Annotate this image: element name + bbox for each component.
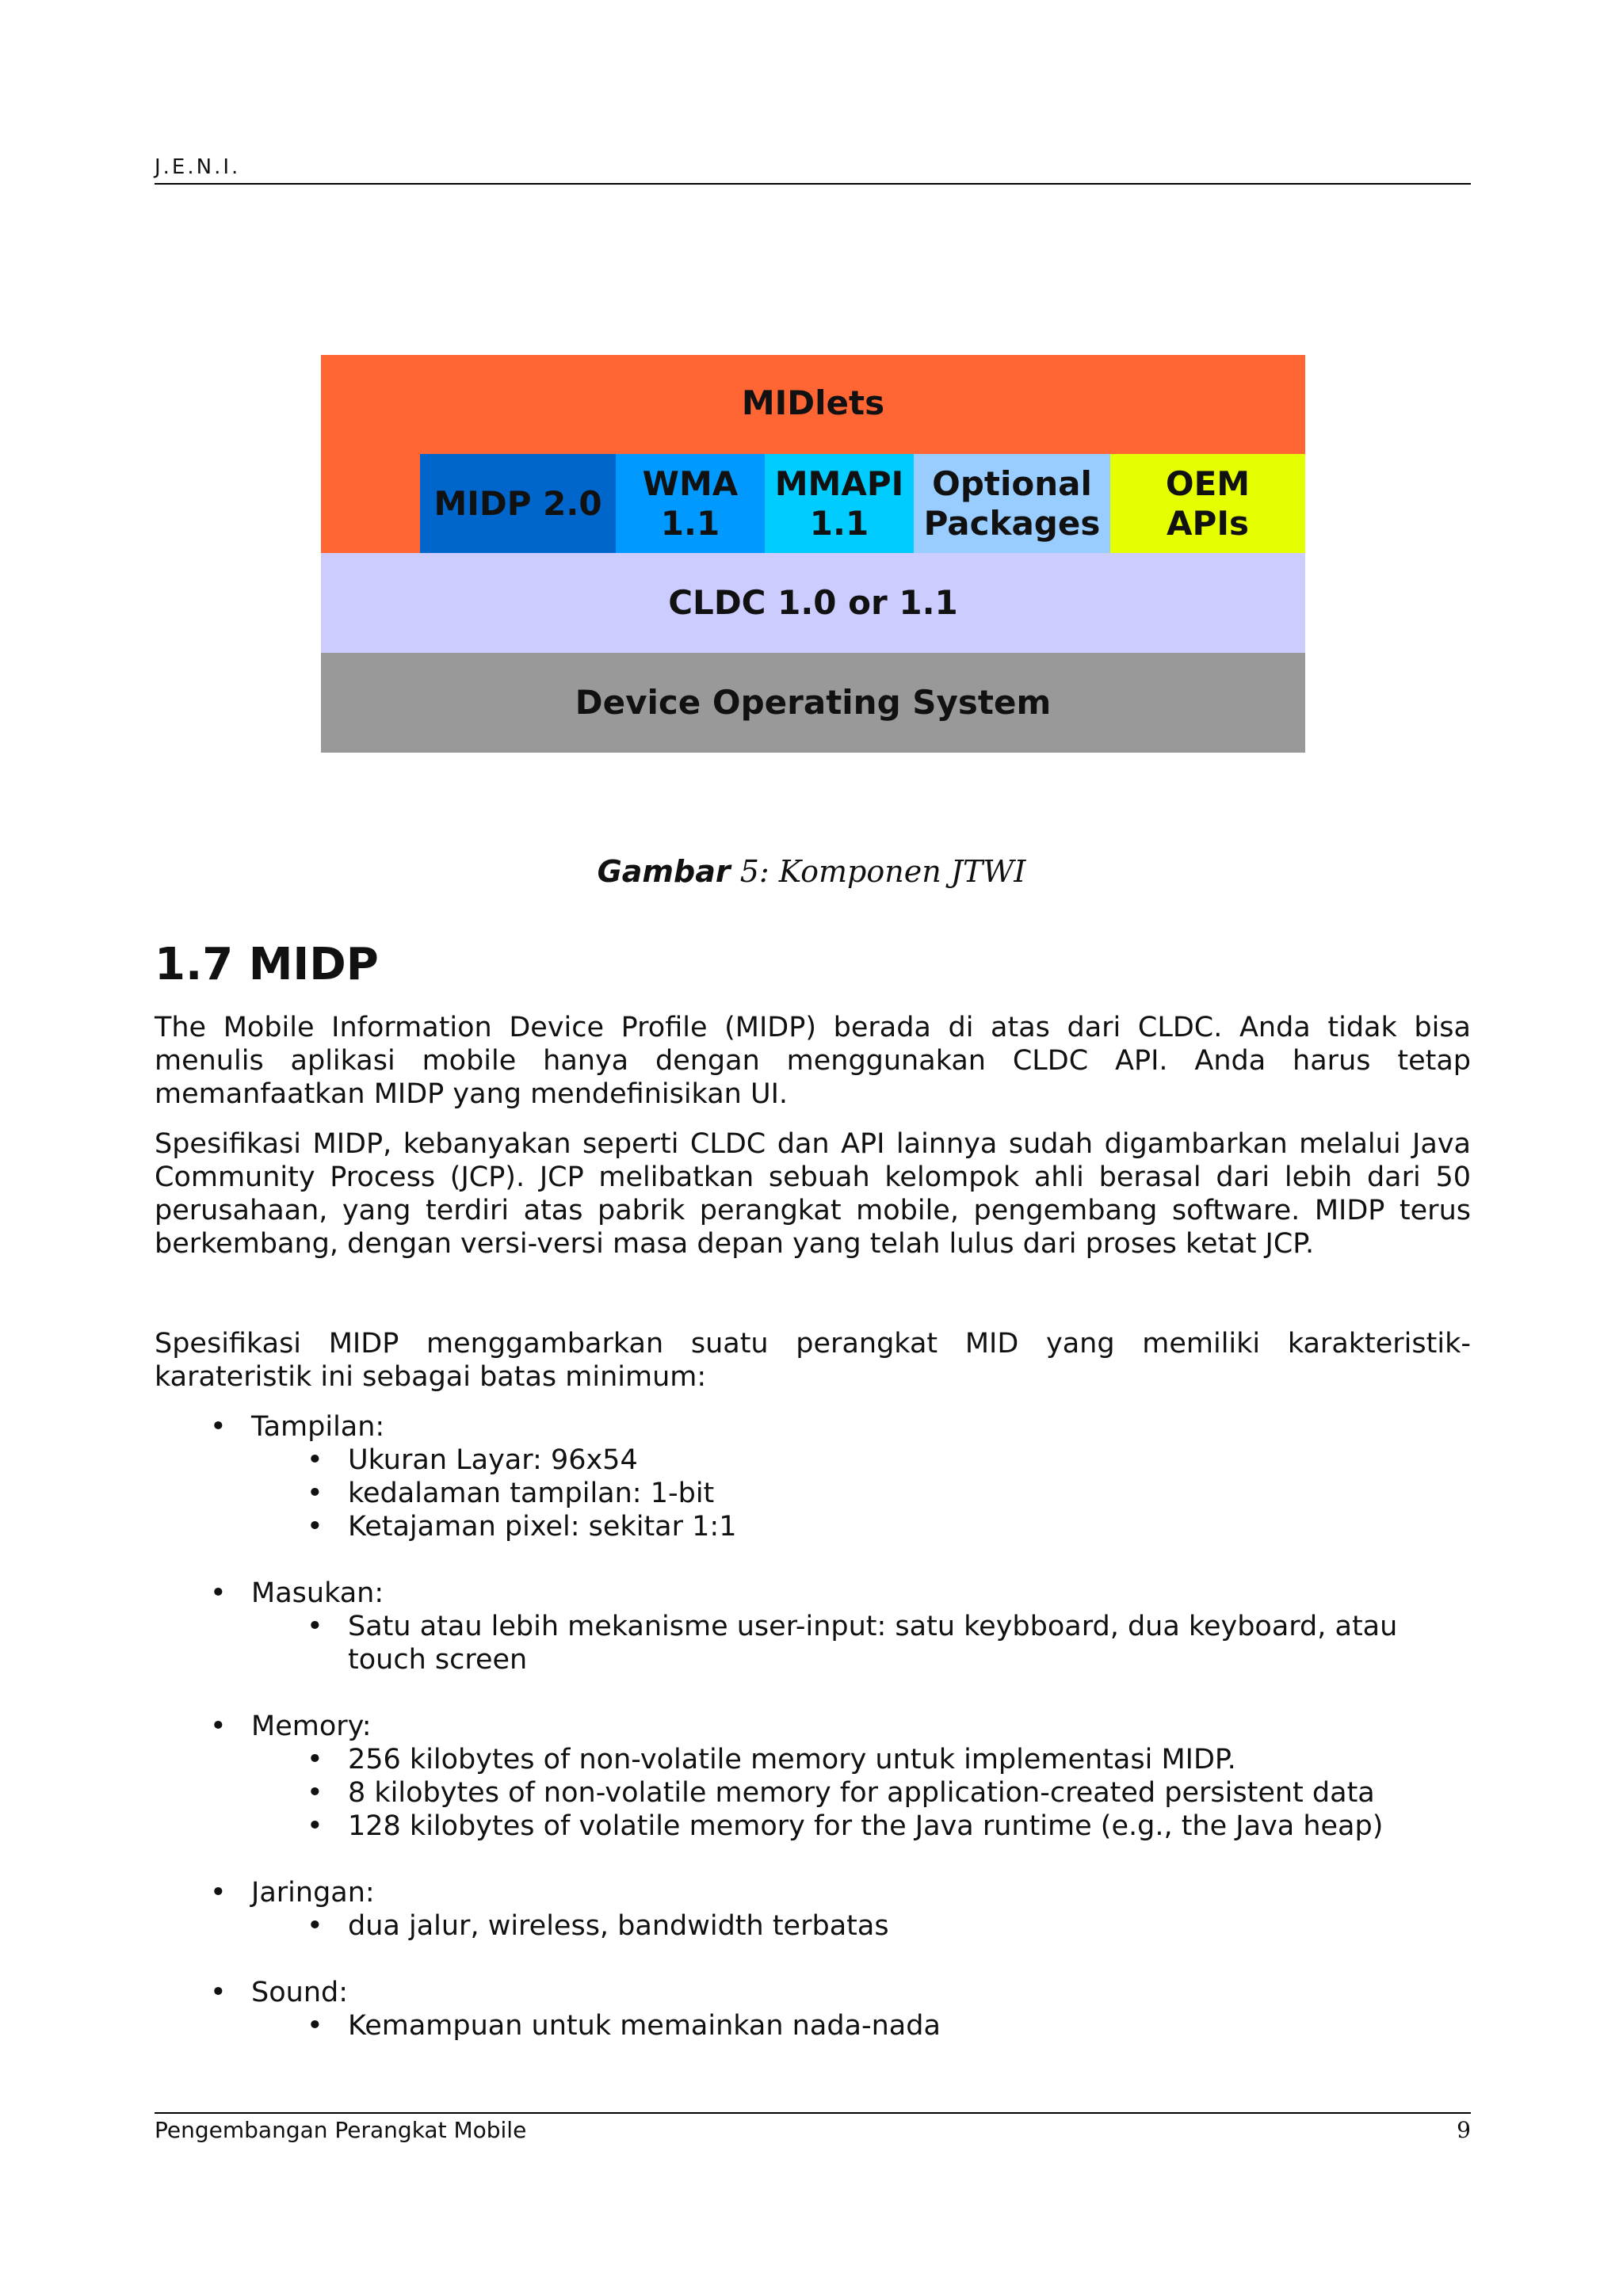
block-optional-label: Optional Packages (923, 463, 1101, 543)
block-midp (420, 454, 616, 553)
section-title: 1.7 MIDP (155, 939, 379, 990)
footer-rule (155, 2112, 1471, 2114)
block-wma (616, 454, 765, 553)
block-midlets-label: MIDlets (741, 383, 885, 422)
page-number: 9 (1457, 2117, 1471, 2143)
caption-text: : Komponen JTWI (758, 854, 1026, 889)
sub-list-item-text: • dua jalur, wireless, bandwidth terbatas (348, 1910, 889, 1942)
sub-list-item-text: • Satu atau lebih mekanisme user-input: satu keybboard, dua keyboard, atau touch screen (348, 1611, 1398, 1676)
list-item-title: Tampilan: (251, 1411, 385, 1443)
list-item (155, 1876, 1471, 1943)
block-oem-apis (1110, 454, 1305, 553)
caption-label: Gambar (597, 854, 731, 889)
sub-list-item (251, 1776, 1471, 1810)
block-device-os-label: Device Operating System (575, 683, 1052, 722)
jtwi-components-diagram (321, 355, 1305, 753)
sub-list-item-text: • kedalaman tampilan: 1-bit (348, 1478, 715, 1509)
list-item (155, 1976, 1471, 2042)
sub-list (251, 2009, 1471, 2042)
sub-list-item (251, 1610, 1471, 1676)
block-oem-label: OEM APIs (1165, 463, 1251, 543)
sub-list-item (251, 1477, 1471, 1510)
list-item (155, 1710, 1471, 1843)
requirements-list (155, 1410, 1471, 2076)
list-item-title: Sound: (251, 1977, 349, 2008)
list-item-title: Memory: (251, 1711, 372, 1742)
sub-list-item (251, 1743, 1471, 1776)
sub-list-item (251, 1510, 1471, 1543)
block-midp-label: MIDP 2.0 (433, 483, 602, 523)
sub-list (251, 1610, 1471, 1676)
block-wma-label: WMA 1.1 (642, 463, 739, 543)
sub-list-item (251, 2009, 1471, 2042)
block-cldc-label: CLDC 1.0 or 1.1 (668, 583, 958, 622)
footer-title: Pengembangan Perangkat Mobile (155, 2117, 527, 2143)
block-optional-packages (914, 454, 1110, 553)
sub-list-item-text: • 128 kilobytes of volatile memory for the Java runtime (e.g., the Java heap) (348, 1810, 1384, 1842)
caption-number: 5 (739, 854, 759, 889)
list-item-title: Jaringan: (251, 1877, 375, 1909)
list-item (155, 1577, 1471, 1676)
sub-list (251, 1909, 1471, 1943)
paragraph-1: The Mobile Information Device Profile (MIDP) berada di atas dari CLDC. Anda tidak bisa menulis aplikasi mobile hanya dengan menggunakan CLDC API. Anda harus tetap memanfaatkan MIDP yang mendefinisikan UI. (155, 1012, 1471, 1110)
sub-list (251, 1444, 1471, 1543)
sub-list-item (251, 1810, 1471, 1843)
figure-caption (0, 854, 1623, 889)
block-device-os (321, 653, 1305, 753)
paragraph-2: Spesifikasi MIDP, kebanyakan seperti CLDC dan API lainnya sudah digambarkan melalui Java Community Process (JCP). JCP melibatkan sebuah kelompok ahli berasal dari lebih dari 50 perusahaan, yang terdiri atas pabrik perangkat mobile, pengembang software. MIDP terus berkembang, dengan versi-versi masa depan yang telah lulus dari proses ketat JCP. (155, 1128, 1471, 1260)
header-rule (155, 183, 1471, 185)
paragraph-3: Spesifikasi MIDP menggambarkan suatu perangkat MID yang memiliki karakteristik-karateristik ini sebagai batas minimum: (155, 1328, 1471, 1393)
block-cldc (321, 553, 1305, 653)
sub-list-item-text: • Ukuran Layar: 96x54 (348, 1444, 638, 1476)
sub-list-item (251, 1444, 1471, 1477)
sub-list-item-text: • 256 kilobytes of non-volatile memory untuk implementasi MIDP. (348, 1744, 1236, 1775)
sub-list-item-text: • 8 kilobytes of non-volatile memory for application-created persistent data (348, 1777, 1375, 1809)
running-header: J.E.N.I. (155, 155, 241, 179)
sub-list (251, 1743, 1471, 1843)
sub-list-item (251, 1909, 1471, 1943)
block-mmapi-label: MMAPI 1.1 (774, 463, 904, 543)
block-mmapi (765, 454, 914, 553)
sub-list-item-text: • Kemampuan untuk memainkan nada-nada (348, 2010, 941, 2042)
sub-list-item-text: • Ketajaman pixel: sekitar 1:1 (348, 1511, 737, 1543)
list-item (155, 1410, 1471, 1543)
list-item-title: Masukan: (251, 1577, 384, 1609)
